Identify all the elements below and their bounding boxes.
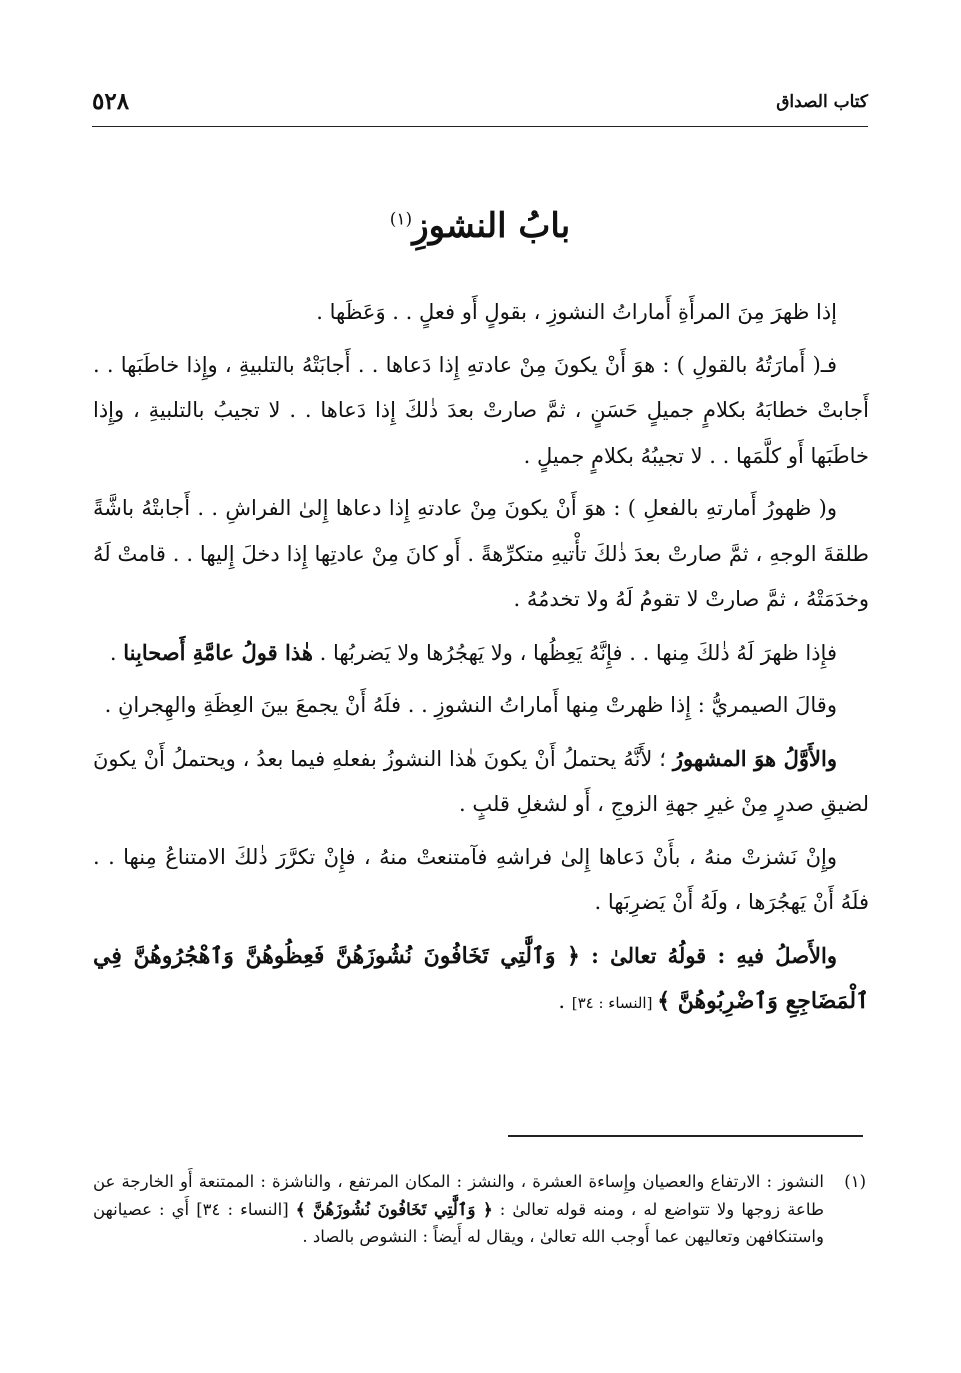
footnote-body [93,1168,866,1251]
footnote-divider [508,1135,863,1137]
paragraph-text: . [109,640,124,665]
paragraph-text: فإِذا ظهرَ لَهُ ذٰلكَ مِنها . . فإِنَّهُ يَعِظُها ، ولا يَهجُرُها ولا يَضربُها . [312,640,837,665]
quran-verse: ﴿ وَٱلَّٰتِي تَخَافُونَ نُشُوزَهُنَّ فَعِظُوهُنَّ وَٱهْجُرُوهُنَّ فِي ٱلْمَضَاجِعِ وَٱضْرِبُوهُنَّ ﴾ [93,942,869,1014]
paragraph-text: ؛ لأَنَّهُ يحتملُ أَنْ يكونَ هٰذا النشوزُ بفعلهِ فيما بعدُ ، ويحتملُ أَنْ يكونَ لضيقِ صدرٍ مِنْ غيرِ جهةِ الزوجِ ، أَو لشغلِ قلبٍ . [93,746,869,816]
chapter-title [92,206,868,246]
paragraph [93,736,869,828]
footnote-number: (١) [844,1172,866,1191]
paragraph [93,683,869,729]
bold-statement: والأَوَّلُ هوَ المشهورُ [672,745,837,771]
paragraph [93,343,869,480]
bold-statement: هٰذا قولُ عامَّةِ أَصحابِنا [123,639,313,665]
paragraph-text: . [558,989,572,1013]
footnote-text: [النساء : ٣٤] أَي : عصيانهن واستنكافهن وتعاليهن عما أَوجب الله تعالىٰ ، ويقال له أَيضاً : النشوص بالصاد . [93,1199,824,1246]
paragraph [93,630,869,677]
paragraph-text: والأَصلُ فيهِ : قولُهُ تعالىٰ : [579,942,837,968]
page-number: ٥٢٨ [92,88,130,115]
paragraph-text: إذا ظهرَ مِنَ المرأَةِ أَماراتُ النشوزِ ، بقولٍ أَو فعلٍ . . وَعَظَها . [316,300,837,324]
paragraph [93,486,869,623]
quran-citation: [النساء : ٣٤] [571,994,658,1012]
paragraph-text: وإِنْ نَشزتْ منهُ ، بأَنْ دَعاها إِلىٰ فراشهِ فآمتنعتْ منهُ ، فإِنْ تكرَّرَ ذٰلكَ الامتناعُ مِنها . . فلَهُ أَنْ يَهجُرَها ، ولَهُ أَنْ يَضرِبَها . [93,844,869,914]
paragraph-text: وقالَ الصيمريُّ : إِذا ظهرتْ مِنها أَماراتُ النشوزِ . . فلَهُ أَنْ يجمعَ بينَ العِظَةِ والهِجرانِ . [104,693,837,717]
footnote-quran: ﴿ وَٱلَّٰتِي تَخَافُونَ نُشُوزَهُنَّ ﴾ [295,1199,493,1219]
footnote-reference[interactable]: (١) [389,209,413,230]
footnote-text: النشوز : الارتفاع والعصيان وإِساءة العشرة ، والنشز : المكان المرتفع ، والناشزة : الممتنعة أَو الخارجة عن طاعة زوجها ولا تتواضع له ، ومنه قوله تعالىٰ : [93,1172,825,1219]
running-header [92,88,868,128]
paragraph [93,290,869,336]
paragraph [93,835,869,926]
chapter-title-text: بابُ النشوزِ [412,206,571,246]
header-divider [92,126,868,127]
main-text [93,290,869,1034]
paragraph [93,933,869,1027]
book-title: كتاب الصداق [776,92,868,112]
paragraph-text: فـ( أَمارَتُهُ بالقولِ ) : هوَ أَنْ يكونَ مِنْ عادتهِ إِذا دَعاها . . أَجابَتْهُ بالتلبيةِ ، وإِذا خاطَبَها . . أَجابتْ خطابَهُ بكلامٍ جميلٍ حَسَنٍ ، ثمَّ صارتْ بعدَ ذٰلكَ إِذا دَعاها . . لا تجيبُ بالتلبيةِ ، وإِذا خاطَبَها أَو كلَّمَها . . لا تجيبُهُ بكلامٍ جميلٍ . [93,352,869,468]
paragraph-text: و( ظهورُ أَمارتهِ بالفعلِ ) : هوَ أَنْ يكونَ مِنْ عادتهِ إِذا دعاها إِلىٰ الفراشِ . . أَجابتْهُ باشَّةً طلقةَ الوجهِ ، ثمَّ صارتْ بعدَ ذٰلكَ تأْتيهِ متكرِّهةً . أَو كانَ مِنْ عادتِها إِذا دخلَ إِليها . . قامتْ لَهُ وخدَمَتْهُ ، ثمَّ صارتْ لا تقومُ لَهُ ولا تخدمُهُ . [93,496,869,611]
footnote [93,1168,866,1251]
